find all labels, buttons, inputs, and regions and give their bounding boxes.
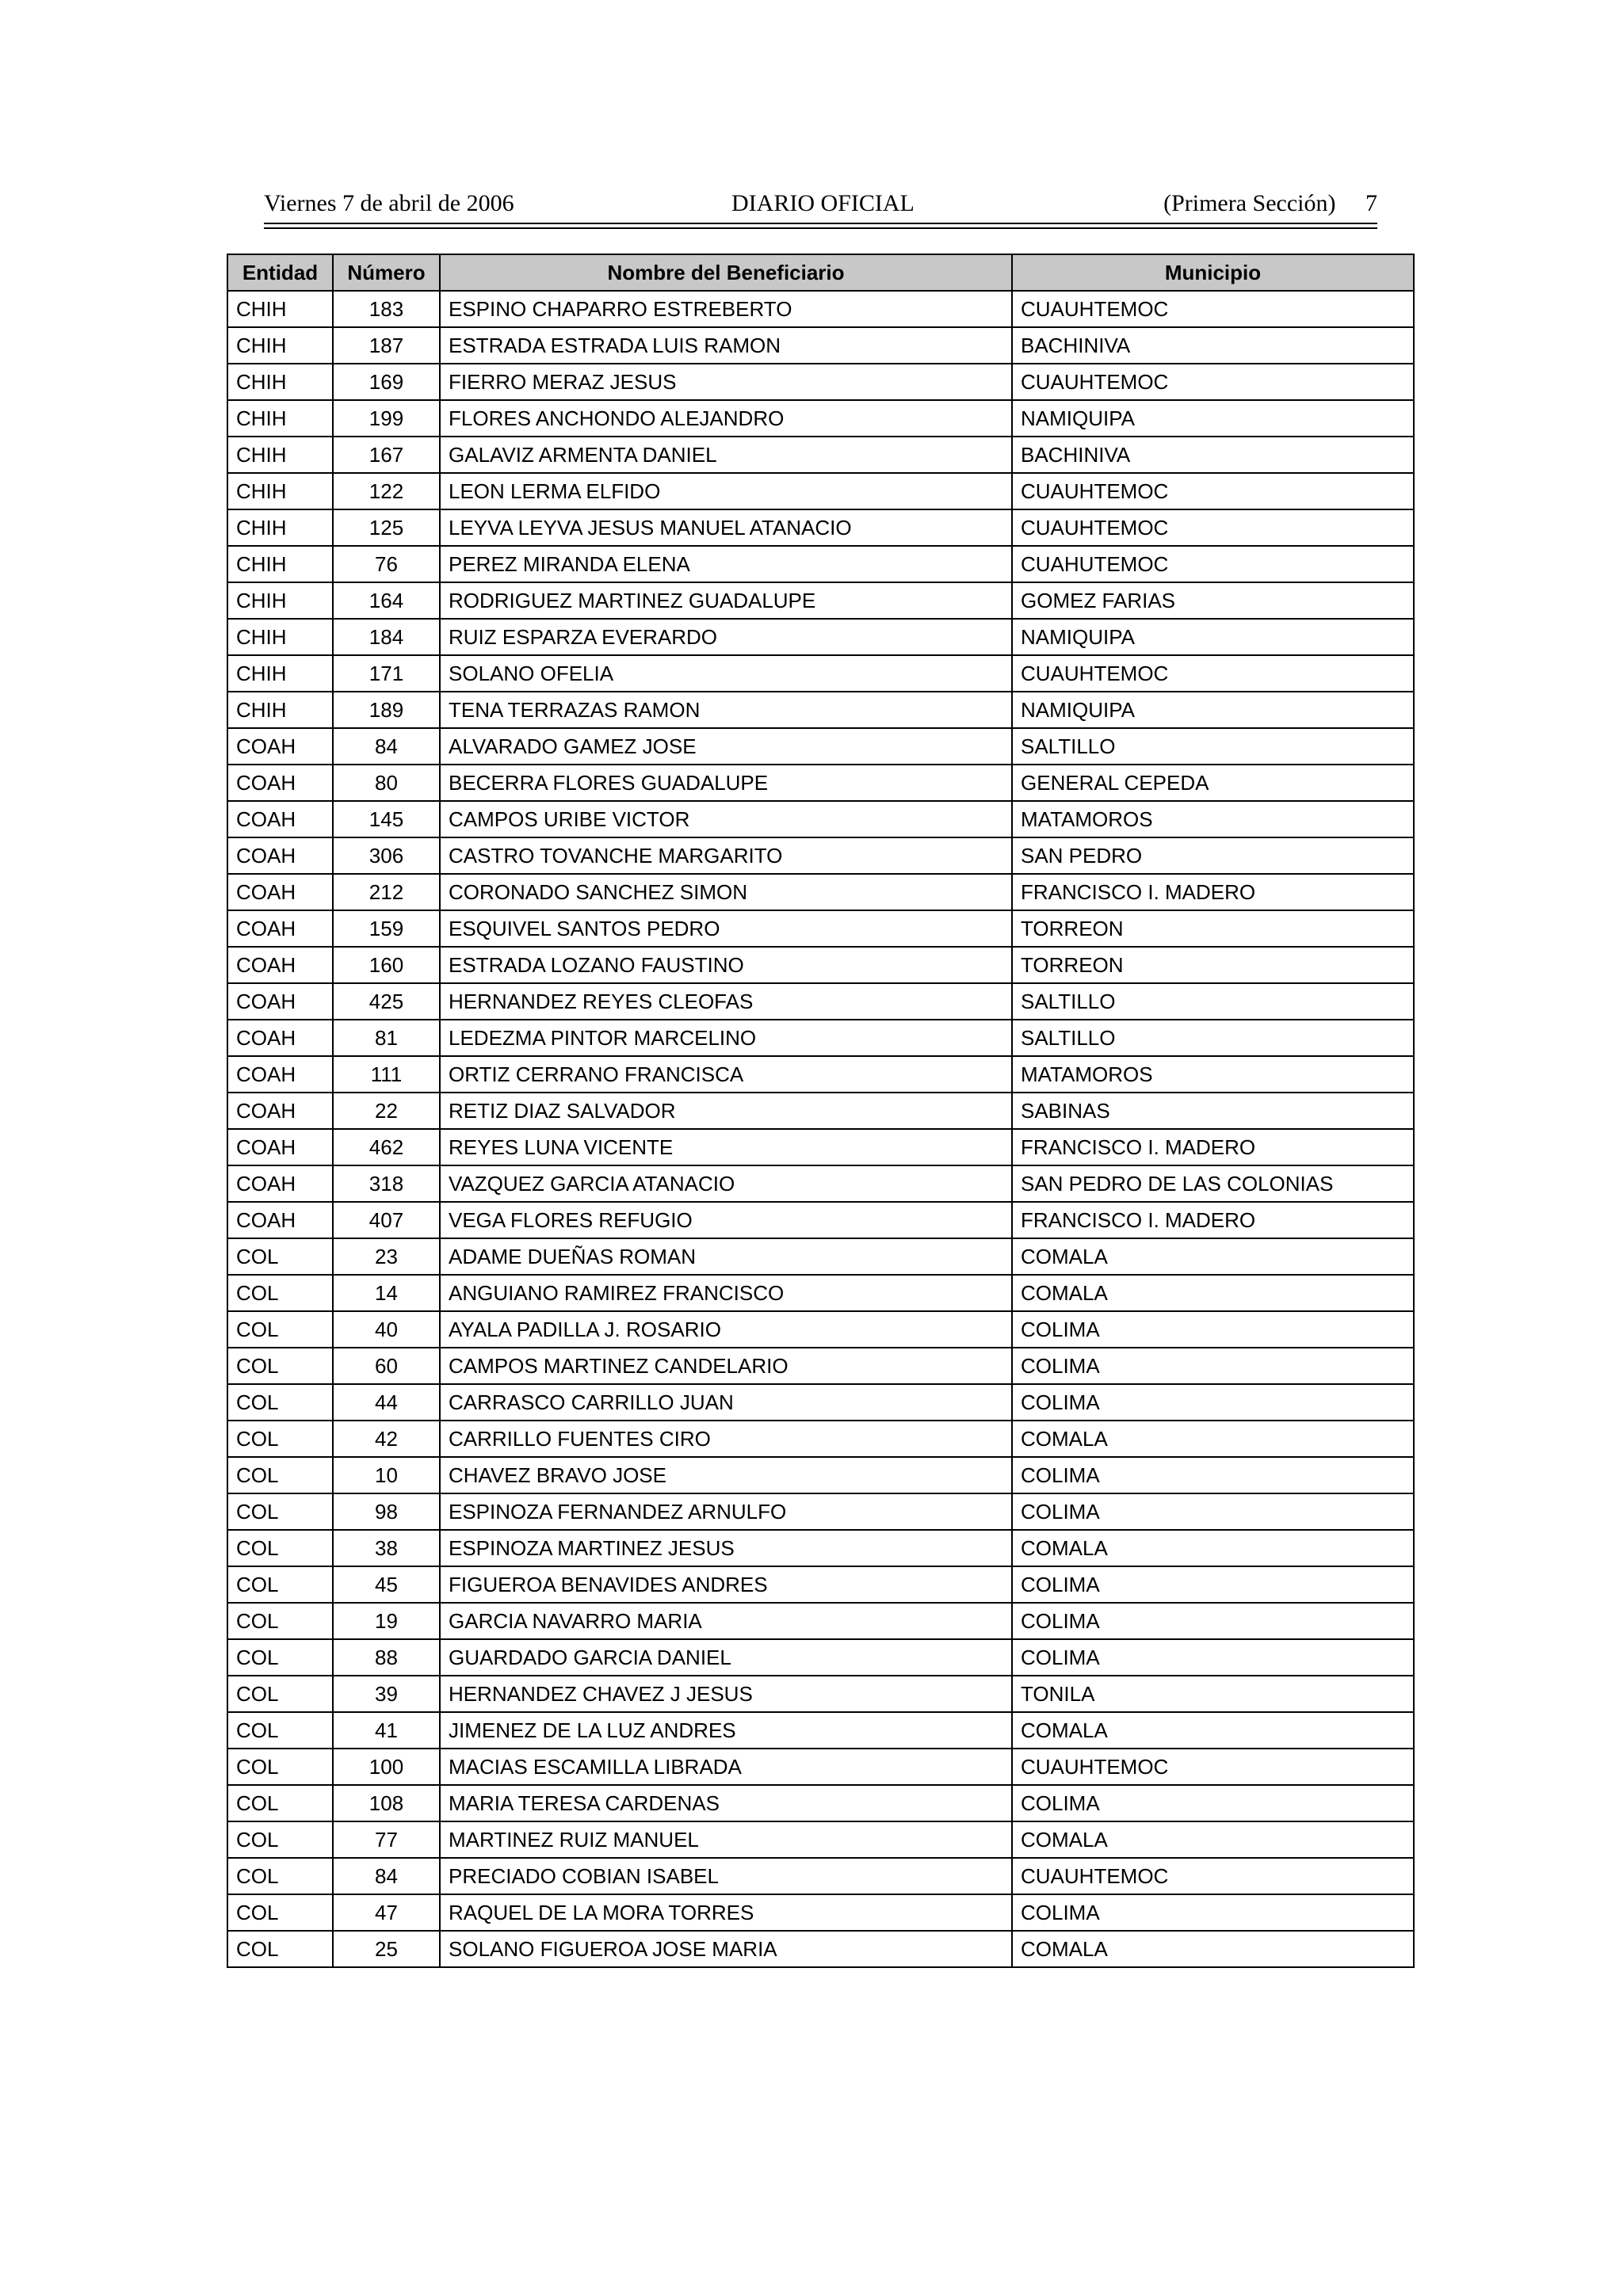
table-row — [227, 801, 1414, 837]
cell-entidad: COL — [227, 1348, 333, 1384]
cell-numero: 125 — [333, 509, 440, 546]
cell-entidad: COL — [227, 1384, 333, 1421]
cell-municipio: COLIMA — [1012, 1566, 1414, 1603]
cell-numero: 98 — [333, 1493, 440, 1530]
cell-entidad: COL — [227, 1712, 333, 1749]
cell-entidad: COAH — [227, 1056, 333, 1093]
cell-nombre: FIGUEROA BENAVIDES ANDRES — [440, 1566, 1012, 1603]
cell-entidad: COL — [227, 1785, 333, 1821]
cell-numero: 84 — [333, 1858, 440, 1894]
cell-entidad: COL — [227, 1858, 333, 1894]
table-row — [227, 1311, 1414, 1348]
cell-nombre: GALAVIZ ARMENTA DANIEL — [440, 437, 1012, 473]
cell-nombre: CARRASCO CARRILLO JUAN — [440, 1384, 1012, 1421]
cell-municipio: CUAUHTEMOC — [1012, 473, 1414, 509]
cell-numero: 212 — [333, 874, 440, 910]
table-row — [227, 582, 1414, 619]
cell-nombre: REYES LUNA VICENTE — [440, 1129, 1012, 1165]
page-header — [264, 190, 1377, 223]
cell-entidad: COL — [227, 1821, 333, 1858]
cell-nombre: LEYVA LEYVA JESUS MANUEL ATANACIO — [440, 509, 1012, 546]
table-row — [227, 400, 1414, 437]
cell-municipio: COLIMA — [1012, 1894, 1414, 1931]
cell-entidad: CHIH — [227, 655, 333, 692]
cell-numero: 306 — [333, 837, 440, 874]
cell-municipio: SALTILLO — [1012, 983, 1414, 1020]
cell-entidad: COAH — [227, 983, 333, 1020]
table-header-row — [227, 254, 1414, 291]
column-header-municipio: Municipio — [1012, 254, 1414, 291]
table-row — [227, 546, 1414, 582]
cell-entidad: CHIH — [227, 364, 333, 400]
cell-entidad: COL — [227, 1238, 333, 1275]
cell-municipio: CUAUHTEMOC — [1012, 1858, 1414, 1894]
table-body — [227, 291, 1414, 1967]
table-row — [227, 1676, 1414, 1712]
cell-entidad: CHIH — [227, 327, 333, 364]
cell-numero: 19 — [333, 1603, 440, 1639]
table-row — [227, 765, 1414, 801]
column-header-numero: Número — [333, 254, 440, 291]
cell-entidad: COL — [227, 1676, 333, 1712]
cell-numero: 169 — [333, 364, 440, 400]
cell-municipio: CUAUHTEMOC — [1012, 655, 1414, 692]
cell-nombre: ESPINOZA FERNANDEZ ARNULFO — [440, 1493, 1012, 1530]
cell-numero: 184 — [333, 619, 440, 655]
cell-nombre: CORONADO SANCHEZ SIMON — [440, 874, 1012, 910]
table-row — [227, 983, 1414, 1020]
table-row — [227, 947, 1414, 983]
table-row — [227, 364, 1414, 400]
cell-nombre: HERNANDEZ CHAVEZ J JESUS — [440, 1676, 1012, 1712]
cell-numero: 164 — [333, 582, 440, 619]
table-row — [227, 1421, 1414, 1457]
cell-nombre: CAMPOS URIBE VICTOR — [440, 801, 1012, 837]
table-row — [227, 1821, 1414, 1858]
cell-nombre: RUIZ ESPARZA EVERARDO — [440, 619, 1012, 655]
cell-numero: 145 — [333, 801, 440, 837]
table-row — [227, 1566, 1414, 1603]
cell-numero: 41 — [333, 1712, 440, 1749]
cell-numero: 88 — [333, 1639, 440, 1676]
cell-entidad: COAH — [227, 1202, 333, 1238]
table-row — [227, 874, 1414, 910]
table-row — [227, 1093, 1414, 1129]
cell-numero: 47 — [333, 1894, 440, 1931]
cell-numero: 60 — [333, 1348, 440, 1384]
cell-nombre: MARTINEZ RUIZ MANUEL — [440, 1821, 1012, 1858]
cell-municipio: COMALA — [1012, 1821, 1414, 1858]
cell-entidad: COAH — [227, 1129, 333, 1165]
cell-nombre: ESPINO CHAPARRO ESTREBERTO — [440, 291, 1012, 327]
cell-numero: 81 — [333, 1020, 440, 1056]
cell-numero: 14 — [333, 1275, 440, 1311]
cell-nombre: VAZQUEZ GARCIA ATANACIO — [440, 1165, 1012, 1202]
cell-municipio: SAN PEDRO DE LAS COLONIAS — [1012, 1165, 1414, 1202]
cell-municipio: SAN PEDRO — [1012, 837, 1414, 874]
cell-nombre: CAMPOS MARTINEZ CANDELARIO — [440, 1348, 1012, 1384]
table-row — [227, 655, 1414, 692]
cell-numero: 199 — [333, 400, 440, 437]
cell-nombre: CHAVEZ BRAVO JOSE — [440, 1457, 1012, 1493]
cell-entidad: COAH — [227, 1165, 333, 1202]
cell-nombre: MARIA TERESA CARDENAS — [440, 1785, 1012, 1821]
table-row — [227, 1530, 1414, 1566]
cell-municipio: COMALA — [1012, 1712, 1414, 1749]
cell-numero: 189 — [333, 692, 440, 728]
cell-municipio: COLIMA — [1012, 1493, 1414, 1530]
cell-municipio: BACHINIVA — [1012, 437, 1414, 473]
cell-entidad: CHIH — [227, 546, 333, 582]
cell-entidad: COAH — [227, 910, 333, 947]
column-header-entidad: Entidad — [227, 254, 333, 291]
cell-nombre: RAQUEL DE LA MORA TORRES — [440, 1894, 1012, 1931]
cell-numero: 111 — [333, 1056, 440, 1093]
cell-numero: 38 — [333, 1530, 440, 1566]
cell-numero: 42 — [333, 1421, 440, 1457]
cell-nombre: AYALA PADILLA J. ROSARIO — [440, 1311, 1012, 1348]
cell-nombre: PRECIADO COBIAN ISABEL — [440, 1858, 1012, 1894]
cell-entidad: COAH — [227, 765, 333, 801]
cell-entidad: COAH — [227, 874, 333, 910]
cell-municipio: COLIMA — [1012, 1311, 1414, 1348]
cell-nombre: JIMENEZ DE LA LUZ ANDRES — [440, 1712, 1012, 1749]
cell-entidad: COL — [227, 1894, 333, 1931]
cell-municipio: GOMEZ FARIAS — [1012, 582, 1414, 619]
cell-numero: 22 — [333, 1093, 440, 1129]
cell-nombre: ESTRADA LOZANO FAUSTINO — [440, 947, 1012, 983]
cell-nombre: CASTRO TOVANCHE MARGARITO — [440, 837, 1012, 874]
cell-municipio: TORREON — [1012, 947, 1414, 983]
table-row — [227, 1603, 1414, 1639]
header-rule-top — [264, 223, 1377, 224]
cell-entidad: COL — [227, 1566, 333, 1603]
cell-entidad: COAH — [227, 1093, 333, 1129]
cell-nombre: RETIZ DIAZ SALVADOR — [440, 1093, 1012, 1129]
cell-entidad: COL — [227, 1931, 333, 1967]
cell-nombre: HERNANDEZ REYES CLEOFAS — [440, 983, 1012, 1020]
table-row — [227, 291, 1414, 327]
cell-municipio: COLIMA — [1012, 1384, 1414, 1421]
cell-nombre: ESQUIVEL SANTOS PEDRO — [440, 910, 1012, 947]
cell-nombre: LEON LERMA ELFIDO — [440, 473, 1012, 509]
cell-nombre: ANGUIANO RAMIREZ FRANCISCO — [440, 1275, 1012, 1311]
cell-municipio: COMALA — [1012, 1421, 1414, 1457]
header-rule-bottom — [264, 227, 1377, 229]
cell-numero: 23 — [333, 1238, 440, 1275]
cell-nombre: BECERRA FLORES GUADALUPE — [440, 765, 1012, 801]
header-date: Viernes 7 de abril de 2006 — [264, 190, 514, 216]
cell-entidad: CHIH — [227, 582, 333, 619]
cell-numero: 160 — [333, 947, 440, 983]
cell-numero: 39 — [333, 1676, 440, 1712]
cell-entidad: COL — [227, 1421, 333, 1457]
cell-entidad: COAH — [227, 728, 333, 765]
cell-numero: 183 — [333, 291, 440, 327]
column-header-nombre: Nombre del Beneficiario — [440, 254, 1012, 291]
cell-municipio: COLIMA — [1012, 1457, 1414, 1493]
cell-municipio: COLIMA — [1012, 1603, 1414, 1639]
cell-nombre: PEREZ MIRANDA ELENA — [440, 546, 1012, 582]
cell-entidad: COL — [227, 1457, 333, 1493]
cell-entidad: CHIH — [227, 437, 333, 473]
cell-entidad: COAH — [227, 1020, 333, 1056]
cell-municipio: COMALA — [1012, 1931, 1414, 1967]
cell-numero: 122 — [333, 473, 440, 509]
cell-municipio: COMALA — [1012, 1530, 1414, 1566]
cell-entidad: CHIH — [227, 619, 333, 655]
cell-municipio: CUAUHTEMOC — [1012, 1749, 1414, 1785]
cell-municipio: CUAUHTEMOC — [1012, 291, 1414, 327]
cell-nombre: ADAME DUEÑAS ROMAN — [440, 1238, 1012, 1275]
cell-nombre: FIERRO MERAZ JESUS — [440, 364, 1012, 400]
cell-numero: 425 — [333, 983, 440, 1020]
cell-municipio: COLIMA — [1012, 1348, 1414, 1384]
cell-numero: 187 — [333, 327, 440, 364]
cell-nombre: VEGA FLORES REFUGIO — [440, 1202, 1012, 1238]
table-row — [227, 1129, 1414, 1165]
cell-entidad: COL — [227, 1493, 333, 1530]
cell-numero: 167 — [333, 437, 440, 473]
cell-numero: 45 — [333, 1566, 440, 1603]
cell-entidad: COL — [227, 1530, 333, 1566]
table-row — [227, 1348, 1414, 1384]
cell-nombre: ESPINOZA MARTINEZ JESUS — [440, 1530, 1012, 1566]
table-row — [227, 1785, 1414, 1821]
cell-entidad: COAH — [227, 947, 333, 983]
cell-nombre: ALVARADO GAMEZ JOSE — [440, 728, 1012, 765]
cell-municipio: SABINAS — [1012, 1093, 1414, 1129]
cell-nombre: ORTIZ CERRANO FRANCISCA — [440, 1056, 1012, 1093]
cell-nombre: LEDEZMA PINTOR MARCELINO — [440, 1020, 1012, 1056]
cell-nombre: GUARDADO GARCIA DANIEL — [440, 1639, 1012, 1676]
cell-municipio: SALTILLO — [1012, 1020, 1414, 1056]
cell-municipio: COMALA — [1012, 1275, 1414, 1311]
cell-municipio: TONILA — [1012, 1676, 1414, 1712]
cell-numero: 462 — [333, 1129, 440, 1165]
cell-municipio: CUAHUTEMOC — [1012, 546, 1414, 582]
table-row — [227, 1712, 1414, 1749]
table-row — [227, 1238, 1414, 1275]
cell-entidad: COAH — [227, 801, 333, 837]
cell-entidad: CHIH — [227, 473, 333, 509]
table-row — [227, 1020, 1414, 1056]
table-row — [227, 1931, 1414, 1967]
cell-nombre: SOLANO FIGUEROA JOSE MARIA — [440, 1931, 1012, 1967]
header-section: (Primera Sección) 7 — [1163, 190, 1377, 216]
cell-nombre: SOLANO OFELIA — [440, 655, 1012, 692]
table-row — [227, 437, 1414, 473]
cell-municipio: TORREON — [1012, 910, 1414, 947]
cell-municipio: GENERAL CEPEDA — [1012, 765, 1414, 801]
cell-numero: 10 — [333, 1457, 440, 1493]
cell-numero: 80 — [333, 765, 440, 801]
cell-numero: 159 — [333, 910, 440, 947]
table-row — [227, 1056, 1414, 1093]
table-row — [227, 692, 1414, 728]
cell-municipio: SALTILLO — [1012, 728, 1414, 765]
cell-municipio: FRANCISCO I. MADERO — [1012, 1202, 1414, 1238]
cell-municipio: CUAUHTEMOC — [1012, 364, 1414, 400]
cell-municipio: BACHINIVA — [1012, 327, 1414, 364]
header-publication: DIARIO OFICIAL — [731, 190, 915, 216]
cell-nombre: ESTRADA ESTRADA LUIS RAMON — [440, 327, 1012, 364]
table-row — [227, 728, 1414, 765]
table-row — [227, 1275, 1414, 1311]
table-row — [227, 1749, 1414, 1785]
table-row — [227, 1858, 1414, 1894]
cell-municipio: NAMIQUIPA — [1012, 400, 1414, 437]
cell-municipio: COLIMA — [1012, 1639, 1414, 1676]
table-row — [227, 1165, 1414, 1202]
cell-municipio: NAMIQUIPA — [1012, 619, 1414, 655]
table-row — [227, 1457, 1414, 1493]
table-row — [227, 1202, 1414, 1238]
cell-numero: 171 — [333, 655, 440, 692]
cell-entidad: CHIH — [227, 692, 333, 728]
table-row — [227, 1894, 1414, 1931]
cell-numero: 77 — [333, 1821, 440, 1858]
cell-municipio: MATAMOROS — [1012, 1056, 1414, 1093]
cell-municipio: NAMIQUIPA — [1012, 692, 1414, 728]
table-row — [227, 1493, 1414, 1530]
cell-nombre: GARCIA NAVARRO MARIA — [440, 1603, 1012, 1639]
table-row — [227, 837, 1414, 874]
table-row — [227, 509, 1414, 546]
cell-municipio: MATAMOROS — [1012, 801, 1414, 837]
table-row — [227, 1384, 1414, 1421]
cell-numero: 40 — [333, 1311, 440, 1348]
table-row — [227, 1639, 1414, 1676]
cell-entidad: COAH — [227, 837, 333, 874]
cell-numero: 76 — [333, 546, 440, 582]
cell-numero: 84 — [333, 728, 440, 765]
beneficiaries-table — [227, 254, 1415, 1968]
cell-entidad: COL — [227, 1749, 333, 1785]
cell-numero: 108 — [333, 1785, 440, 1821]
cell-nombre: TENA TERRAZAS RAMON — [440, 692, 1012, 728]
cell-municipio: FRANCISCO I. MADERO — [1012, 1129, 1414, 1165]
cell-nombre: FLORES ANCHONDO ALEJANDRO — [440, 400, 1012, 437]
table-row — [227, 910, 1414, 947]
cell-nombre: CARRILLO FUENTES CIRO — [440, 1421, 1012, 1457]
cell-numero: 44 — [333, 1384, 440, 1421]
cell-entidad: COL — [227, 1639, 333, 1676]
cell-numero: 25 — [333, 1931, 440, 1967]
cell-entidad: COL — [227, 1311, 333, 1348]
cell-entidad: CHIH — [227, 509, 333, 546]
cell-nombre: RODRIGUEZ MARTINEZ GUADALUPE — [440, 582, 1012, 619]
cell-municipio: COMALA — [1012, 1238, 1414, 1275]
cell-entidad: COL — [227, 1275, 333, 1311]
table-row — [227, 473, 1414, 509]
cell-municipio: CUAUHTEMOC — [1012, 509, 1414, 546]
table-row — [227, 619, 1414, 655]
table-row — [227, 327, 1414, 364]
cell-numero: 318 — [333, 1165, 440, 1202]
cell-nombre: MACIAS ESCAMILLA LIBRADA — [440, 1749, 1012, 1785]
cell-entidad: CHIH — [227, 291, 333, 327]
cell-numero: 407 — [333, 1202, 440, 1238]
cell-municipio: FRANCISCO I. MADERO — [1012, 874, 1414, 910]
cell-entidad: CHIH — [227, 400, 333, 437]
cell-entidad: COL — [227, 1603, 333, 1639]
cell-municipio: COLIMA — [1012, 1785, 1414, 1821]
cell-numero: 100 — [333, 1749, 440, 1785]
